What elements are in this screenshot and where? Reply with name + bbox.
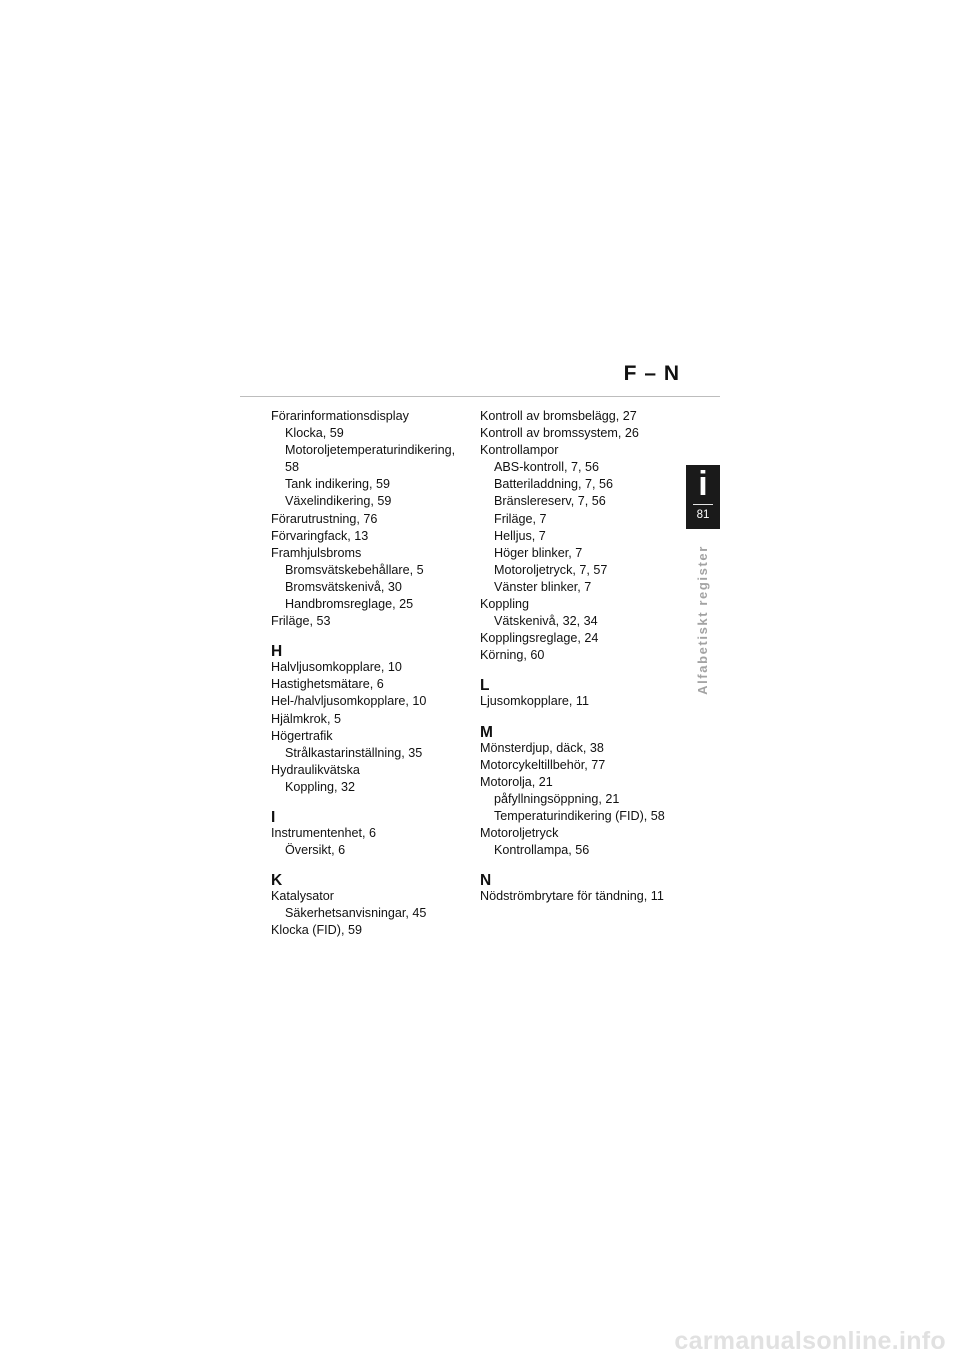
- watermark: carmanualsonline.info: [674, 1327, 946, 1355]
- page-number: 81: [696, 509, 710, 521]
- index-entry: Friläge, 53: [271, 614, 331, 629]
- section-letter: I: [271, 808, 276, 826]
- index-subentry: Vätskenivå, 32, 34: [494, 614, 598, 629]
- index-entry: Körning, 60: [480, 648, 545, 663]
- index-entry: Hydraulikvätska: [271, 762, 360, 777]
- index-subentry: Bromsvätskenivå, 30: [285, 579, 402, 594]
- section-letter: N: [480, 872, 492, 890]
- index-entry: Kopplingsreglage, 24: [480, 631, 599, 646]
- index-entry: Ljusomkopplare, 11: [480, 694, 589, 709]
- index-subentry: Tank indikering, 59: [285, 477, 391, 492]
- index-entry: Kontroll av bromssystem, 26: [480, 426, 639, 441]
- index-entry: Katalysator: [271, 889, 334, 904]
- index-entry: Instrumentenhet, 6: [271, 825, 377, 840]
- index-subentry: 58: [285, 460, 300, 475]
- index-entry: Nödströmbrytare för tändning, 11: [480, 889, 664, 904]
- index-entry: Kontroll av bromsbelägg, 27: [480, 409, 637, 423]
- index-entry: Motoroljetryck: [480, 825, 559, 840]
- index-subentry: Växelindikering, 59: [285, 494, 392, 509]
- index-subentry: Bränslereserv, 7, 56: [494, 494, 606, 509]
- tab-divider: [693, 504, 713, 505]
- index-subentry: Bromsvätskebehållare, 5: [285, 562, 424, 577]
- index-subentry: Friläge, 7: [494, 511, 547, 526]
- index-entry: Förvaringfack, 13: [271, 528, 369, 543]
- section-letter: M: [480, 723, 493, 741]
- index-subentry: Klocka, 59: [285, 426, 344, 441]
- index-entry: Motorcykeltillbehör, 77: [480, 757, 606, 772]
- index-subentry: Översikt, 6: [285, 843, 346, 858]
- section-label: Alfabetiskt register: [695, 545, 710, 695]
- index-entry: Förarinformationsdisplay: [271, 409, 409, 423]
- index-subentry: Temperaturindikering (FID), 58: [494, 808, 665, 823]
- index-subentry: påfyllningsöppning, 21: [494, 791, 620, 806]
- index-subentry: Strålkastarinställning, 35: [285, 745, 423, 760]
- index-entry: Förarutrustning, 76: [271, 511, 378, 526]
- header-divider: [240, 396, 720, 397]
- index-entry: Framhjulsbroms: [271, 545, 362, 560]
- index-entry: Motorolja, 21: [480, 774, 553, 789]
- info-i-icon: i: [698, 465, 708, 503]
- index-entry: Hastighetsmätare, 6: [271, 677, 384, 692]
- index-subentry: Handbromsreglage, 25: [285, 597, 414, 612]
- index-entry: Mönsterdjup, däck, 38: [480, 740, 604, 755]
- index-subentry: Motoroljetryck, 7, 57: [494, 562, 608, 577]
- index-column-right: [480, 408, 680, 905]
- index-subentry: Vänster blinker, 7: [494, 579, 592, 594]
- index-column-left: [271, 408, 476, 939]
- index-subentry: Helljus, 7: [494, 528, 546, 543]
- index-subentry: ABS-kontroll, 7, 56: [494, 460, 599, 475]
- index-subentry: Koppling, 32: [285, 779, 356, 794]
- index-entry: Kontrollampor: [480, 443, 559, 458]
- index-subentry: Motoroljetemperaturindikering,: [285, 443, 456, 458]
- index-entry: Koppling: [480, 597, 530, 612]
- index-entry: Klocka (FID), 59: [271, 923, 362, 938]
- index-entry: Halvljusomkopplare, 10: [271, 660, 402, 675]
- section-tab: [686, 465, 720, 529]
- page-title: F – N: [623, 362, 680, 385]
- index-entry: Högertrafik: [271, 728, 333, 743]
- section-letter: L: [480, 677, 490, 695]
- section-letter: H: [271, 643, 283, 661]
- section-letter: K: [271, 872, 283, 890]
- index-entry: Hjälmkrok, 5: [271, 711, 341, 726]
- index-entry: Hel-/halvljusomkopplare, 10: [271, 694, 427, 709]
- index-subentry: Höger blinker, 7: [494, 545, 583, 560]
- index-subentry: Säkerhetsanvisningar, 45: [285, 906, 427, 921]
- index-subentry: Batteriladdning, 7, 56: [494, 477, 614, 492]
- index-subentry: Kontrollampa, 56: [494, 843, 590, 858]
